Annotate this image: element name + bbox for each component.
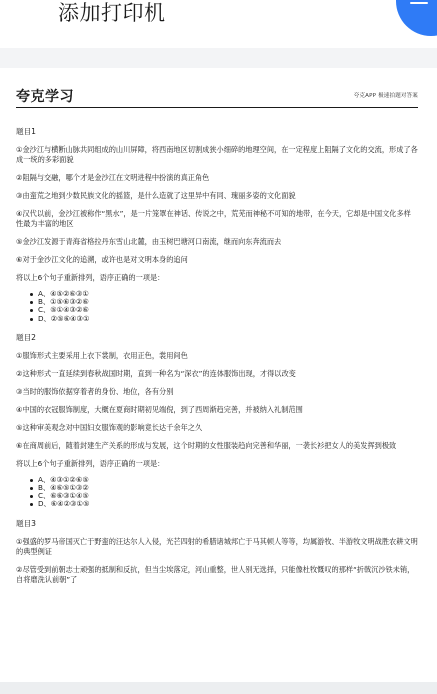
question-sentence: ②这种形式一直延续到春秋战国时期，直到一种名为“深衣”的连体服饰出现，才得以改变 (16, 368, 296, 378)
bullet-icon (30, 479, 33, 482)
bottom-strip (0, 682, 437, 694)
bullet-icon (30, 503, 33, 506)
question-sentence: ③当时的服饰依据穿着者的身份、地位，各有分别 (16, 386, 174, 396)
question-title: 题目1 (16, 127, 37, 136)
answer-option-text: D、⑥④②③①⑤ (38, 499, 90, 509)
question-sentence: ①金沙江与横断山脉共同组成的山川屏障，将西南地区切割成狭小细碎的地理空间，在一定程度上阻隔了文化的交流，形成了各成一统的多彩面貌 (16, 145, 418, 164)
bullet-icon (30, 309, 33, 312)
question-prompt: 将以上6个句子重新排列，语序正确的一项是： (16, 458, 165, 468)
question-sentence: ④中国的衣冠服饰制度，大概在夏商时期初见端倪，到了西周渐趋完善，并被纳入礼制范围 (16, 404, 303, 414)
answer-option-text: B、④⑥⑤①③② (38, 483, 89, 493)
answer-option-text: B、①⑤⑥③②⑥ (38, 297, 89, 307)
question-sentence: ①强盛的罗马帝国灭亡于野蛮的汪达尔人入侵，光芒四射的希腊诸城邦亡于马其顿人等等，均属游牧、半游牧文明战胜农耕文明的典型例证 (16, 536, 418, 556)
bullet-icon (30, 495, 33, 498)
bullet-icon (30, 487, 33, 490)
bullet-icon (30, 293, 33, 296)
brand-logo-text: 夸克学习 (16, 89, 74, 105)
answer-option-text: A、④⑤②⑥③① (38, 289, 89, 298)
brand-slogan: 夸克APP 极速拍题对答案 (353, 93, 418, 99)
answer-option (30, 315, 418, 323)
answer-option (30, 500, 418, 508)
question-sentence: ⑥在商周前后，随着封建生产关系的形成与发展，这个时期的女性服装趋向完善和华丽，一袭长衫把女人的美发挥到极致 (16, 440, 397, 450)
question-sentence: ④汉代以前，金沙江被称作“黑水”，是一片笼罩在神话、传说之中，荒芜而神秘不可知的地带，在今天，它却是中国文化多样性最为丰富的地区 (16, 209, 411, 228)
answer-option-text: D、②⑤⑥④③① (38, 313, 90, 323)
question-sentence: ⑤金沙江发源于青海省格拉丹东雪山北麓，由玉树巴塘河口南流，继而向东奔流而去 (16, 237, 282, 246)
bullet-icon (30, 318, 33, 321)
page-title: 添加打印机 (58, 1, 166, 25)
answer-option-text: C、⑥⑥③①④⑤ (38, 491, 89, 501)
question-title: 题目3 (16, 518, 37, 528)
document-preview[interactable] (0, 68, 437, 682)
answer-option-text: C、⑤①④③②⑥ (38, 305, 89, 315)
question-sentence: ②尽管受到前朝志士顽强的抵制和反抗，但当尘埃落定，河山重整，世人别无选择，只能像杜牧慨叹的那样“折戟沉沙铁未销，自将磨洗认前朝”了 (16, 564, 415, 584)
question-sentence: ①服饰形式主要采用上衣下裳制，衣用正色，裳用间色 (16, 350, 188, 360)
question-title: 题目2 (16, 332, 37, 342)
answer-options (30, 476, 418, 509)
question-prompt: 将以上6个句子重新排列，语序正确的一项是： (16, 273, 165, 282)
answer-options (30, 290, 418, 323)
document-content (16, 126, 418, 593)
document-header (16, 82, 418, 108)
question-sentence: ⑥对于金沙江文化的追溯，或许也是对文明本身的追问 (16, 255, 188, 264)
question-sentence: ⑤这种审美观念对中国妇女服饰观的影响竟长达千余年之久 (16, 422, 203, 432)
question-sentence: ②阻隔与交融，哪个才是金沙江在文明进程中扮演的真正角色 (16, 173, 210, 182)
question-sentence: ③由蛮荒之地到少数民族文化的摇篮，是什么造就了这里异中有同、瑰丽多姿的文化面貌 (16, 191, 296, 200)
bullet-icon (30, 301, 33, 304)
floating-action-button[interactable] (396, 0, 437, 36)
top-bar (0, 0, 437, 48)
minus-icon (410, 2, 428, 4)
answer-option-text: A、④③①②⑥⑤ (38, 474, 89, 484)
